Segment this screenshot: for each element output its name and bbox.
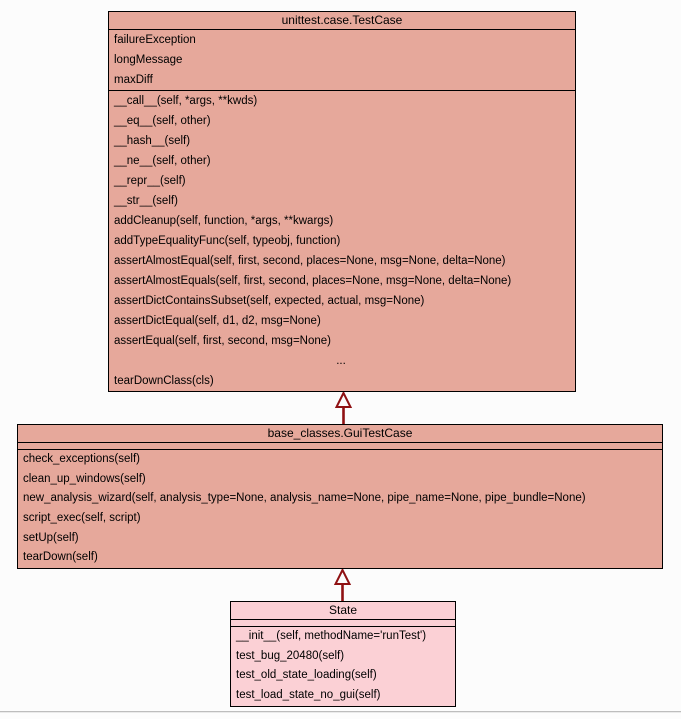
inheritance-arrow-state-to-guitestcase <box>328 569 358 603</box>
method-row: test_old_state_loading(self) <box>236 669 377 682</box>
attribute-row: maxDiff <box>114 74 153 86</box>
method-row: __ne__(self, other) <box>114 155 211 167</box>
method-row: assertEqual(self, first, second, msg=None) <box>114 335 331 347</box>
attributes-section-state-empty <box>231 620 455 627</box>
method-row: test_load_state_no_gui(self) <box>236 689 381 702</box>
method-row: assertDictContainsSubset(self, expected, actual, msg=None) <box>114 295 425 307</box>
method-row: assertDictEqual(self, d1, d2, msg=None) <box>114 315 321 327</box>
method-row: script_exec(self, script) <box>23 512 141 525</box>
class-title-state: State <box>231 602 455 620</box>
method-row: setUp(self) <box>23 531 79 544</box>
method-row: tearDownClass(cls) <box>114 375 214 387</box>
method-row: assertAlmostEquals(self, first, second, places=None, msg=None, delta=None) <box>114 275 512 287</box>
attribute-row: longMessage <box>114 54 183 66</box>
attributes-section-testcase <box>109 30 575 91</box>
attributes-section-guitestcase-empty <box>18 443 662 450</box>
methods-section-guitestcase <box>18 450 662 568</box>
class-title-testcase: unittest.case.TestCase <box>109 12 575 30</box>
method-row: __repr__(self) <box>114 175 186 187</box>
class-box-state <box>230 601 456 707</box>
methods-section-testcase <box>109 91 575 391</box>
method-row: __eq__(self, other) <box>114 115 211 127</box>
class-box-testcase <box>108 11 576 392</box>
bottom-divider <box>0 711 681 713</box>
class-box-guitestcase <box>17 424 663 569</box>
method-row: __str__(self) <box>114 195 178 207</box>
method-row: assertAlmostEqual(self, first, second, places=None, msg=None, delta=None) <box>114 255 506 267</box>
inheritance-arrow-guitestcase-to-testcase <box>329 392 359 426</box>
method-row-ellipsis: ... <box>336 355 346 367</box>
attribute-row: failureException <box>114 34 196 46</box>
method-row: check_exceptions(self) <box>23 453 140 465</box>
methods-section-state <box>231 627 455 706</box>
method-row: addTypeEqualityFunc(self, typeobj, function) <box>114 235 341 247</box>
method-row: test_bug_20480(self) <box>236 649 345 662</box>
method-row: clean_up_windows(self) <box>23 472 146 485</box>
method-row: __call__(self, *args, **kwds) <box>114 95 258 107</box>
method-row: addCleanup(self, function, *args, **kwargs) <box>114 215 334 227</box>
method-row: new_analysis_wizard(self, analysis_type=None, analysis_name=None, pipe_name=None, pipe_bundle=None) <box>23 492 586 505</box>
method-row: __hash__(self) <box>114 135 191 147</box>
method-row: tearDown(self) <box>23 551 98 564</box>
method-row: __init__(self, methodName='runTest') <box>236 630 427 642</box>
class-title-guitestcase: base_classes.GuiTestCase <box>18 425 662 443</box>
